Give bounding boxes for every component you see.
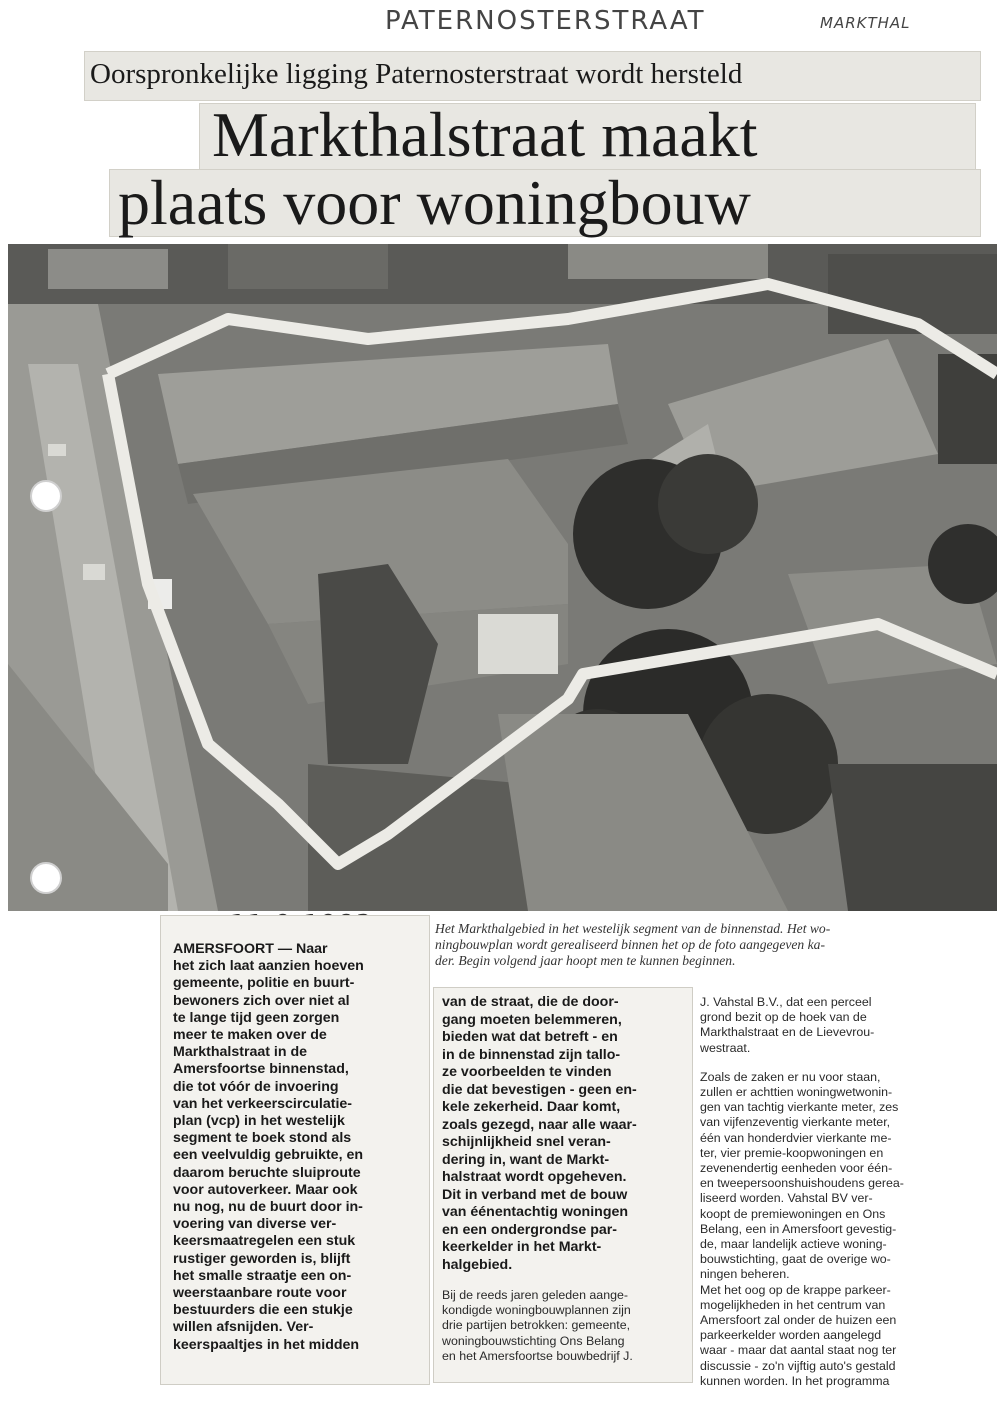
article-column-2 — [433, 987, 693, 1383]
headline-line-1: Markthalstraat maakt — [212, 99, 758, 170]
column-line: keerkelder in het Markt- — [442, 1239, 602, 1255]
caption-line: der. Begin volgend jaar hoopt men te kunnen beginnen. — [435, 953, 736, 968]
column-line: liseerd worden. Vahstal BV ver- — [700, 1191, 873, 1206]
column-line: AMERSFOORT — Naar — [173, 941, 328, 957]
column-3-paragraph-1 — [700, 995, 968, 1056]
column-line: zevenendertig eenheden voor één- — [700, 1161, 893, 1176]
column-line: grond bezit op de hoek van de — [700, 1010, 867, 1025]
column-line: bestuurders die een stukje — [173, 1302, 353, 1319]
column-line: weerstaanbare route voor — [173, 1285, 347, 1302]
column-line: en tweepersoonshuishoudens gerea- — [700, 1176, 904, 1191]
column-line: kunnen worden. In het programma — [700, 1373, 890, 1388]
column-line: keerspaaltjes in het midden — [173, 1336, 360, 1353]
column-line: westraat. — [700, 1040, 751, 1055]
column-line: Markthalstraat en de Lievevrou- — [700, 1025, 875, 1040]
column-line: zullen er achttien woningwetwonin- — [700, 1085, 893, 1100]
column-line: ze voorbeelden te vinden — [442, 1064, 612, 1080]
column-line: bouwstichting, gaat de overige wo- — [700, 1252, 891, 1267]
column-line: Dit in verband met de bouw — [442, 1186, 628, 1203]
column-line: keersmaatregelen een stuk — [173, 1233, 356, 1250]
column-line: Bij de reeds jaren geleden aange- — [442, 1288, 628, 1302]
column-line: die dat bevestigen - geen en- — [442, 1081, 637, 1098]
column-line: meer te maken over de — [173, 1027, 327, 1044]
caption-line: Het Markthalgebied in het westelijk segment van de binnenstad. Het wo- — [435, 921, 831, 936]
column-line: en een ondergrondse par- — [442, 1221, 618, 1238]
column-line: mogelijkheden in het centrum van — [700, 1297, 886, 1312]
handwritten-title: PATERNOSTERSTRAAT — [385, 6, 706, 36]
column-line: gang moeten belemmeren, — [442, 1011, 622, 1028]
column-line: segment te boek stond als — [173, 1130, 352, 1147]
column-line: voering van diverse ver- — [173, 1216, 337, 1233]
punch-hole-top — [30, 480, 62, 512]
column-line: discussie - zo'n vijftig auto's gestald — [700, 1358, 896, 1373]
column-line: in de binnenstad zijn tallo- — [442, 1046, 621, 1063]
photo-caption — [435, 921, 975, 969]
column-line: J. Vahstal B.V., dat een perceel — [700, 995, 872, 1009]
column-line: nu nog, nu de buurt door in- — [173, 1199, 363, 1216]
column-line: halgebied. — [442, 1256, 513, 1273]
column-line: kele zekerheid. Daar komt, — [442, 1099, 621, 1115]
column-line: de, maar landelijk actieve woning- — [700, 1237, 887, 1252]
column-line: en het Amersfoortse bouwbedrijf J. — [442, 1348, 633, 1363]
column-line: halstraat wordt opgeheven. — [442, 1169, 627, 1185]
punch-hole-bottom — [30, 862, 62, 894]
column-line: woningbouwstichting Ons Belang — [442, 1333, 625, 1348]
column-line: Markthalstraat in de — [173, 1044, 308, 1061]
column-line: van de straat, die de door- — [442, 994, 619, 1010]
column-line: willen afsnijden. Ver- — [173, 1319, 314, 1336]
column-2-regular-paragraph — [442, 1288, 684, 1364]
column-line: ter, vier premie-koopwoningen en — [700, 1145, 884, 1160]
column-line: dering in, want de Markt- — [442, 1151, 610, 1168]
column-line: voor autoverkeer. Maar ook — [173, 1181, 358, 1198]
aerial-photo — [8, 244, 997, 911]
column-line: één van honderdvier vierkante me- — [700, 1130, 892, 1145]
column-line: gemeente, politie en buurt- — [173, 975, 355, 992]
article-column-3 — [700, 985, 968, 1390]
column-line: van vijfenzeventig vierkante meter, — [700, 1115, 891, 1130]
column-line: rustiger geworden is, blijft — [173, 1250, 351, 1267]
column-2-bold-paragraph — [442, 994, 684, 1274]
column-line: waar - maar dat aantal staat nog ter — [700, 1343, 897, 1358]
aerial-photo-icon — [8, 244, 997, 911]
column-line: die tot vóór de invoering — [173, 1078, 339, 1095]
caption-line: ningbouwplan wordt gerealiseerd binnen het op de foto aangegeven ka- — [435, 937, 825, 952]
handwritten-subtitle: MARKTHAL — [820, 14, 911, 32]
column-line: plan (vcp) in het westelijk — [173, 1113, 345, 1130]
column-line: van het verkeerscirculatie- — [173, 1095, 353, 1112]
article-column-1 — [160, 915, 430, 1385]
column-line: bewoners zich over niet al — [173, 992, 350, 1009]
column-line: Belang, een in Amersfoort gevestig- — [700, 1221, 897, 1236]
column-line: bieden wat dat betreft - en — [442, 1029, 618, 1045]
column-line: Amersfoort zal onder de huizen een — [700, 1313, 897, 1328]
column-line: drie partijen betrokken: gemeente, — [442, 1318, 631, 1333]
column-line: kondigde woningbouwplannen zijn — [442, 1303, 631, 1318]
article-kicker: Oorspronkelijke ligging Paternosterstraat wordt hersteld — [90, 58, 743, 90]
column-line: parkeerkelder worden aangelegd — [700, 1328, 882, 1343]
column-line: schijnlijkheid snel veran- — [442, 1134, 611, 1150]
column-line: ningen beheren. — [700, 1267, 790, 1282]
column-line: Amersfoortse binnenstad, — [173, 1061, 349, 1078]
headline-line-2: plaats voor woningbouw — [118, 167, 751, 238]
column-line: zoals gezegd, naar alle waar- — [442, 1116, 637, 1133]
column-line: koopt de premiewoningen en Ons — [700, 1206, 886, 1221]
column-line: te lange tijd geen zorgen — [173, 1009, 340, 1026]
column-line: een veelvuldig gebruikte, en — [173, 1147, 364, 1164]
column-line: gen van tachtig vierkante meter, zes — [700, 1100, 899, 1115]
column-line: Met het oog op de krappe parkeer- — [700, 1282, 891, 1297]
column-3-paragraph-2 — [700, 1070, 968, 1389]
column-line: daarom beruchte sluiproute — [173, 1164, 361, 1181]
column-line: het zich laat aanzien hoeven — [173, 958, 364, 975]
column-line: Zoals de zaken er nu voor staan, — [700, 1069, 881, 1084]
column-line: van éénentachtig woningen — [442, 1204, 629, 1220]
column-line: het smalle straatje een on- — [173, 1267, 352, 1284]
